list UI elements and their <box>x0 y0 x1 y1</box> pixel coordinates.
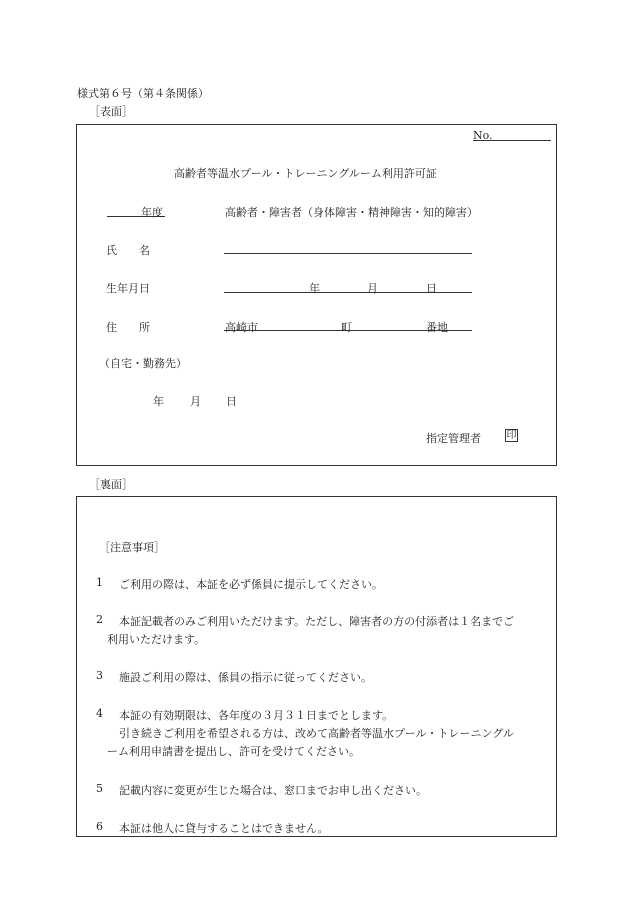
user-category: 高齢者・障害者（身体障害・精神障害・知的障害） <box>225 206 478 219</box>
address-lot: 番地 <box>426 321 448 334</box>
note-text: 本証は他人に貸与することはできません。 <box>119 822 329 835</box>
birth-year: 年 <box>309 282 320 295</box>
note-text: 記載内容に変更が生じた場合は、窓口までお申し出ください。 <box>119 784 427 797</box>
note-number: 3 <box>96 669 103 682</box>
note-number: 5 <box>96 782 103 795</box>
note-text: 施設ご利用の際は、係員の指示に従ってください。 <box>119 671 372 684</box>
note-text: 本証記載者のみご利用いただけます。ただし、障害者の方の付添者は１名までご <box>119 615 515 628</box>
note-text: 本証の有効期限は、各年度の３月３１日までとします。 <box>119 709 394 722</box>
year-label: 年度 <box>141 206 163 219</box>
note-number: 4 <box>96 707 103 720</box>
issue-month: 月 <box>190 395 201 408</box>
name-line <box>224 253 472 254</box>
number-label: No. <box>473 129 493 142</box>
note-number: 2 <box>96 613 103 626</box>
form-number: 様式第６号（第４条関係） <box>77 87 209 100</box>
note-text: 利用いただけます。 <box>107 633 206 646</box>
note-number: 1 <box>96 576 103 589</box>
back-label: ［裏面］ <box>89 478 133 491</box>
birth-label: 生年月日 <box>106 282 150 295</box>
address-city: 高崎市 <box>225 321 258 334</box>
note-text: 引き続きご利用を希望される方は、改めて高齢者等温水プール・トレーニングル <box>119 727 514 740</box>
issue-year: 年 <box>153 395 164 408</box>
address-line <box>224 330 472 331</box>
front-label: ［表面］ <box>89 105 133 118</box>
manager-label: 指定管理者 <box>426 432 481 445</box>
address-label: 住 所 <box>106 321 150 334</box>
birth-day: 日 <box>426 282 437 295</box>
note-text: ご利用の際は、本証を必ず係員に提示してください。 <box>119 578 383 591</box>
notes-title: ［注意事項］ <box>99 541 165 554</box>
address-town: 町 <box>341 321 352 334</box>
note-number: 6 <box>96 820 103 833</box>
note-text: ーム利用申請書を提出し、許可を受けてください。 <box>107 745 360 758</box>
permit-title: 高齢者等温水プール・トレーニングルーム利用許可証 <box>174 167 437 180</box>
name-label: 氏 名 <box>106 244 150 257</box>
issue-day: 日 <box>226 395 237 408</box>
birth-line <box>224 292 472 293</box>
birth-month: 月 <box>367 282 378 295</box>
number-line <box>473 140 551 141</box>
home-or-work: （自宅・勤務先） <box>99 357 187 370</box>
seal-stamp: 印 <box>506 430 517 441</box>
